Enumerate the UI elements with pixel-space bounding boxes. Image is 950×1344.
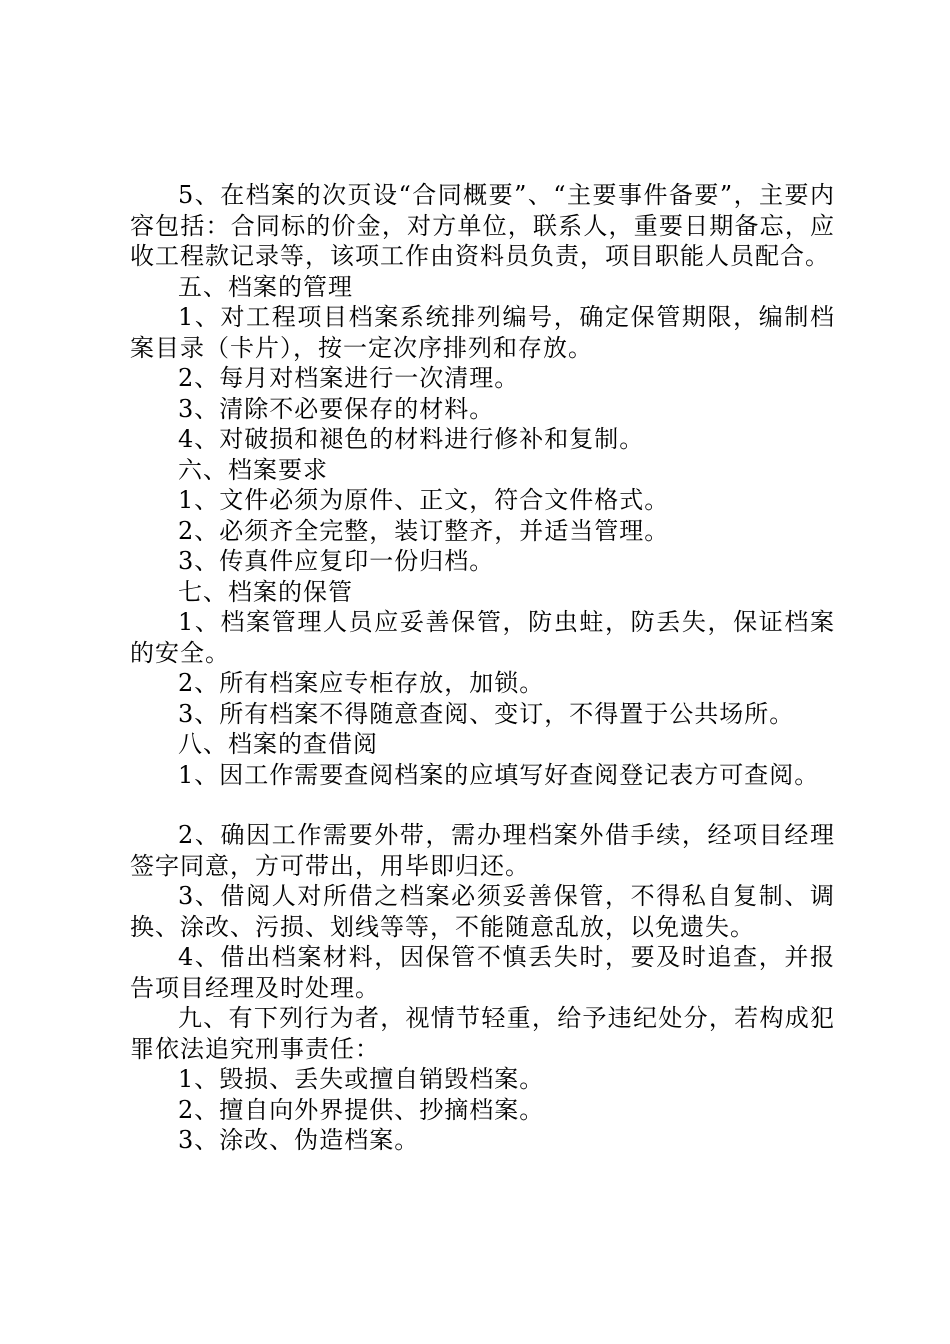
paragraph-management-1: 1、对工程项目档案系统排列编号，确定保管期限，编制档案目录（卡片），按一定次序排列和存放。 [130, 303, 835, 362]
paragraph-management-4: 4、对破损和褪色的材料进行修补和复制。 [178, 425, 645, 453]
paragraph-borrowing-3: 3、借阅人对所借之档案必须妥善保管，不得私自复制、调换、涂改、污损、划线等等，不能随意乱放，以免遗失。 [130, 882, 835, 941]
heading-violations: 九、有下列行为者，视情节轻重，给予违纪处分，若构成犯罪依法追究刑事责任： [130, 1004, 835, 1063]
paragraph-violations-1: 1、毁损、丢失或擅自销毁档案。 [178, 1065, 545, 1093]
paragraph-custody-1: 1、档案管理人员应妥善保管，防虫蛀，防丢失，保证档案的安全。 [130, 608, 835, 667]
paragraph-requirements-3: 3、传真件应复印一份归档。 [178, 547, 495, 575]
paragraph-management-2: 2、每月对档案进行一次清理。 [178, 364, 520, 392]
paragraph-custody-3: 3、所有档案不得随意查阅、变订，不得置于公共场所。 [178, 699, 795, 728]
heading-archive-requirements: 六、档案要求 [178, 455, 328, 484]
heading-archive-management: 五、档案的管理 [178, 272, 353, 301]
paragraph-borrowing-4: 4、借出档案材料，因保管不慎丢失时，要及时追查，并报告项目经理及时处理。 [130, 943, 835, 1002]
heading-archive-borrowing: 八、档案的查借阅 [178, 730, 378, 758]
paragraph-requirements-2: 2、必须齐全完整，装订整齐，并适当管理。 [178, 516, 670, 545]
paragraph-custody-2: 2、所有档案应专柜存放，加锁。 [178, 669, 545, 697]
paragraph-violations-2: 2、擅自向外界提供、抄摘档案。 [178, 1095, 545, 1124]
paragraph-management-3: 3、清除不必要保存的材料。 [178, 394, 495, 423]
paragraph-contract-summary: 5、在档案的次页设“合同概要”、“主要事件备要”，主要内容包括：合同标的价金，对方单位，联系人，重要日期备忘，应收工程款记录等，该项工作由资料员负责，项目职能人员配合。 [130, 181, 835, 270]
paragraph-violations-3: 3、涂改、伪造档案。 [178, 1126, 420, 1154]
paragraph-borrowing-1: 1、因工作需要查阅档案的应填写好查阅登记表方可查阅。 [178, 760, 820, 789]
heading-archive-custody: 七、档案的保管 [178, 577, 353, 606]
paragraph-requirements-1: 1、文件必须为原件、正文，符合文件格式。 [178, 486, 670, 514]
document-body [130, 180, 835, 1156]
paragraph-borrowing-2: 2、确因工作需要外带，需办理档案外借手续，经项目经理签字同意，方可带出，用毕即归还。 [130, 821, 835, 880]
